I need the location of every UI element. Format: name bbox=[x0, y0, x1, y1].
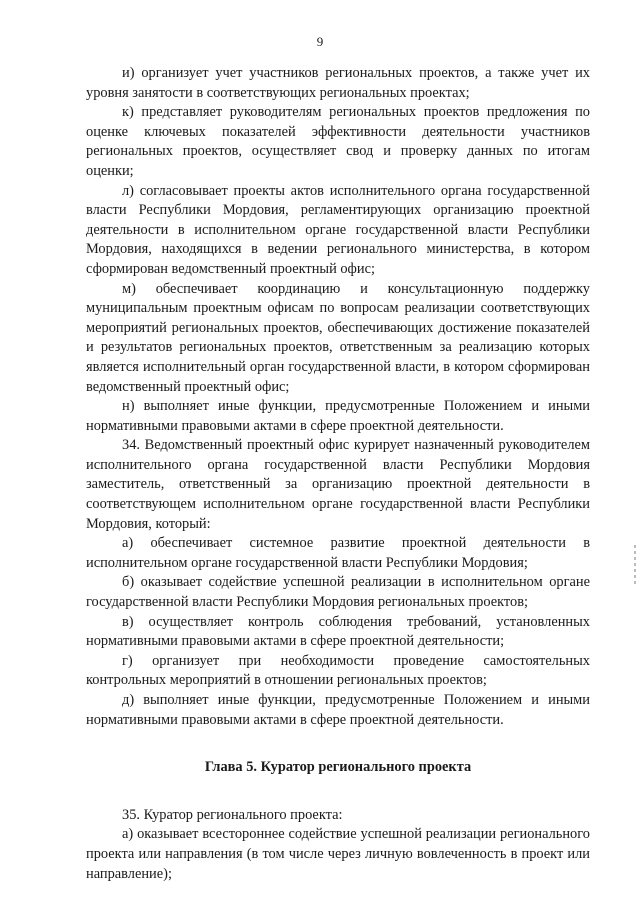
paragraph-34-v: в) осуществляет контроль соблюдения требований, установленных нормативными правовыми актами в сфере проектной деятельности; bbox=[86, 613, 590, 650]
paragraph-n: н) выполняет иные функции, предусмотренные Положением и иными нормативными правовыми актами в сфере проектной деятельности. bbox=[86, 398, 590, 434]
paragraph-34-d: д) выполняет иные функции, предусмотренные Положением и иными нормативными правовыми актами в сфере проектной деятельности. bbox=[86, 692, 590, 728]
scan-margin-mark bbox=[634, 545, 636, 585]
paragraph-i: и) организует учет участников региональных проектов, а также учет их уровня занятости в соответствующих региональных проектах; bbox=[86, 65, 590, 101]
paragraph-34: 34. Ведомственный проектный офис курирует назначенный руководителем исполнительного органа государственной власти Республики Мордовия заместитель, ответственный за организацию проектной деятельности в соответствующем исполнительном органе государственной власти Республики Мордовия, который: bbox=[86, 437, 590, 532]
paragraph-k: к) представляет руководителям региональных проектов предложения по оценке ключевых показателей эффективности деятельности участников региональных проектов, осуществляет свод и проверку данных по итогам оценки; bbox=[86, 104, 590, 179]
paragraph-34-a: а) обеспечивает системное развитие проектной деятельности в исполнительном органе государственной власти Республики Мордовия; bbox=[86, 535, 590, 571]
paragraph-34-b: б) оказывает содействие успешной реализации в исполнительном органе государственной власти Республики Мордовия региональных проектов; bbox=[86, 574, 590, 611]
paragraph-35-a: а) оказывает всестороннее содействие успешной реализации регионального проекта или направления (в том числе через личную вовлеченность в проект или направление); bbox=[86, 826, 590, 882]
page-number: 9 bbox=[316, 34, 324, 49]
paragraph-34-g: г) организует при необходимости проведение самостоятельных контрольных мероприятий в отношении региональных проектов; bbox=[86, 652, 590, 689]
paragraph-35: 35. Куратор регионального проекта: bbox=[122, 806, 343, 823]
paragraph-m: м) обеспечивает координацию и консультационную поддержку муниципальным проектным офисам по вопросам реализации соответствующих мероприятий региональных проектов, обеспечивающих достижение показателей и результатов региональных проектов, ответственным за реализацию которых является исполнительный орган государственной власти, в котором сформирован ведомственный проектный офис; bbox=[86, 280, 590, 395]
chapter-heading: Глава 5. Куратор регионального проекта bbox=[204, 759, 472, 776]
document-body bbox=[86, 64, 590, 884]
paragraph-l: л) согласовывает проекты актов исполнительного органа государственной власти Республики Мордовия, регламентирующих организацию проектной деятельности в исполнительном органе государственной власти Республики Мордовия, находящихся в ведении регионального министерства, в котором сформирован ведомственный проектный офис; bbox=[86, 182, 590, 277]
